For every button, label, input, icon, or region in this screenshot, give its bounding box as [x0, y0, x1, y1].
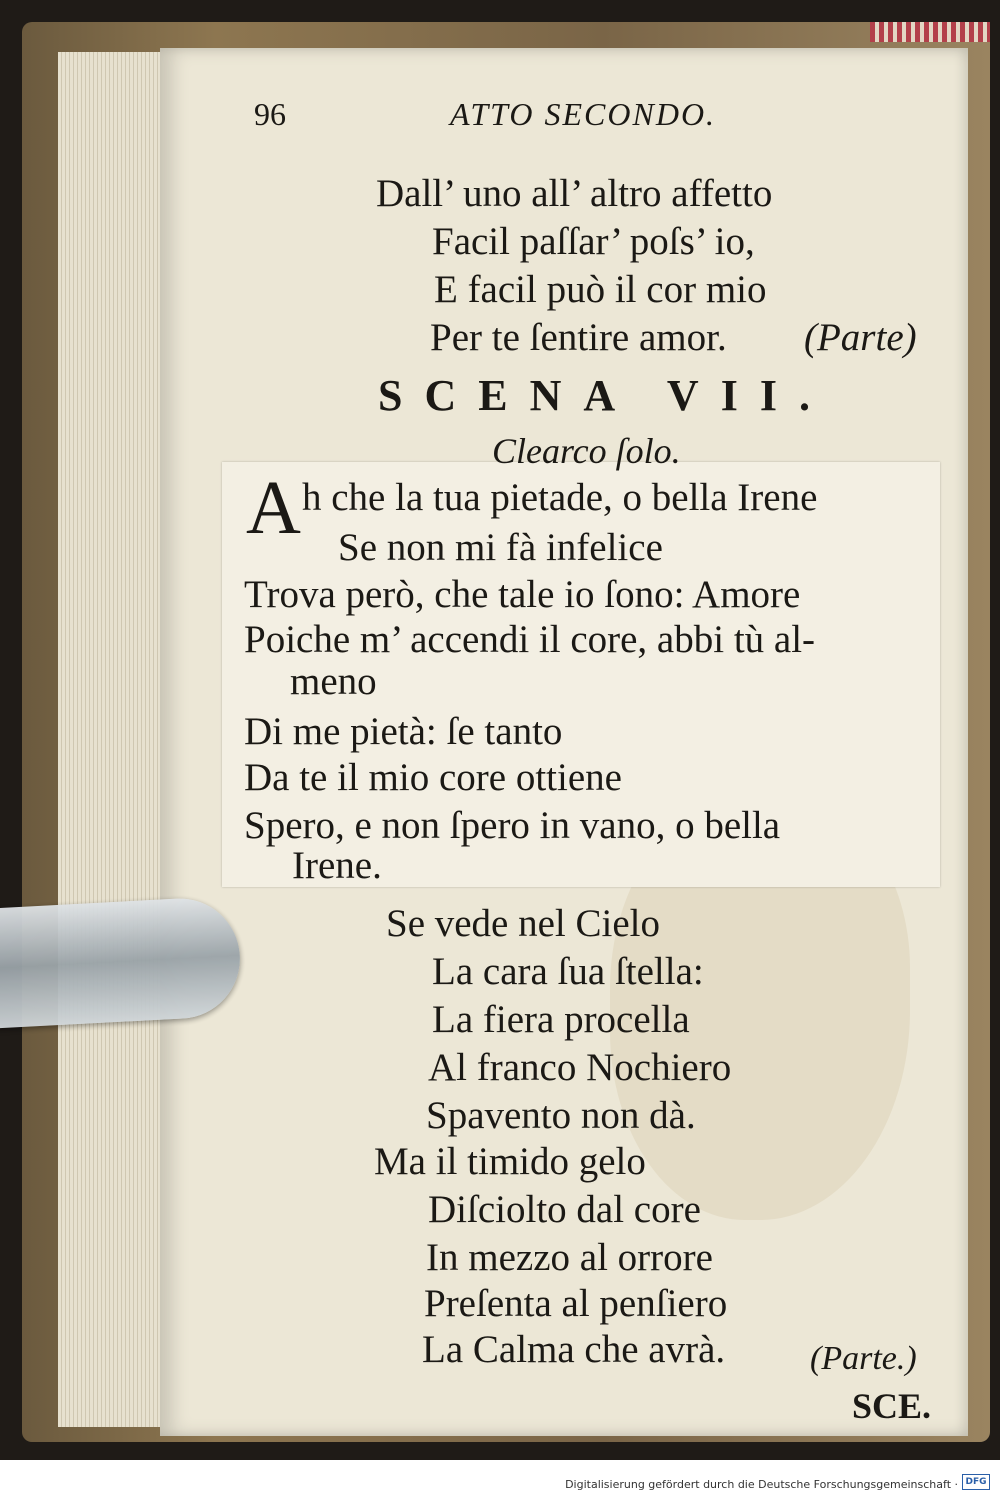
aria-line: In mezzo al orrore: [426, 1236, 713, 1279]
verse-line: Facil paſſar’ poſs’ io,: [432, 220, 755, 263]
page-number: 96: [254, 96, 286, 132]
recitative-line: Se non mi fà infelice: [338, 526, 663, 569]
aria-line: La Calma che avrà.: [422, 1328, 726, 1371]
drop-cap: A: [246, 466, 301, 550]
running-head: ATTO SECONDO.: [450, 96, 717, 132]
recitative-line: Trova però, che tale io ſono: Amore: [244, 573, 801, 616]
verse-line: Per te ſentire amor.: [430, 316, 727, 359]
recitative-line: Poiche m’ accendi il core, abbi tù al-: [244, 618, 816, 661]
aria-line: La cara ſua ſtella:: [432, 950, 704, 993]
recitative-line: h che la tua pietade, o bella Irene: [302, 476, 818, 519]
dfg-logo: DFG: [962, 1474, 990, 1490]
scene-subtitle: Clearco ſolo.: [492, 431, 681, 471]
recitative-line: Di me pietà: ſe tanto: [244, 710, 563, 753]
recitative-line: Irene.: [292, 844, 382, 887]
aria-line: Spavento non dà.: [426, 1094, 696, 1137]
verse-line: Dall’ uno all’ altro affetto: [376, 172, 773, 215]
recitative-line: Da te il mio core ottiene: [244, 756, 622, 799]
catchword: SCE.: [852, 1386, 932, 1426]
verse-line: E facil può il cor mio: [434, 268, 767, 311]
aria-line: La fiera procella: [432, 998, 690, 1041]
bookmark-ribbon: [870, 22, 990, 42]
stage-direction: (Parte): [804, 316, 917, 359]
aria-line: Diſciolto dal core: [428, 1188, 701, 1231]
footer-credit: Digitalisierung gefördert durch die Deutsche Forschungsgemeinschaft ·: [565, 1478, 958, 1491]
recitative-line: meno: [290, 660, 377, 703]
aria-line: Preſenta al penſiero: [424, 1282, 728, 1325]
stage-direction: (Parte.): [810, 1340, 917, 1377]
recitative-line: Spero, e non ſpero in vano, o bella: [244, 804, 781, 847]
aria-line: Al franco Nochiero: [428, 1046, 732, 1089]
aria-line: Se vede nel Cielo: [386, 902, 661, 945]
aria-line: Ma il timido gelo: [374, 1140, 646, 1183]
page-clip: [0, 896, 243, 1029]
page-edges: [58, 52, 168, 1427]
scene-title: SCENA VII.: [378, 371, 832, 420]
